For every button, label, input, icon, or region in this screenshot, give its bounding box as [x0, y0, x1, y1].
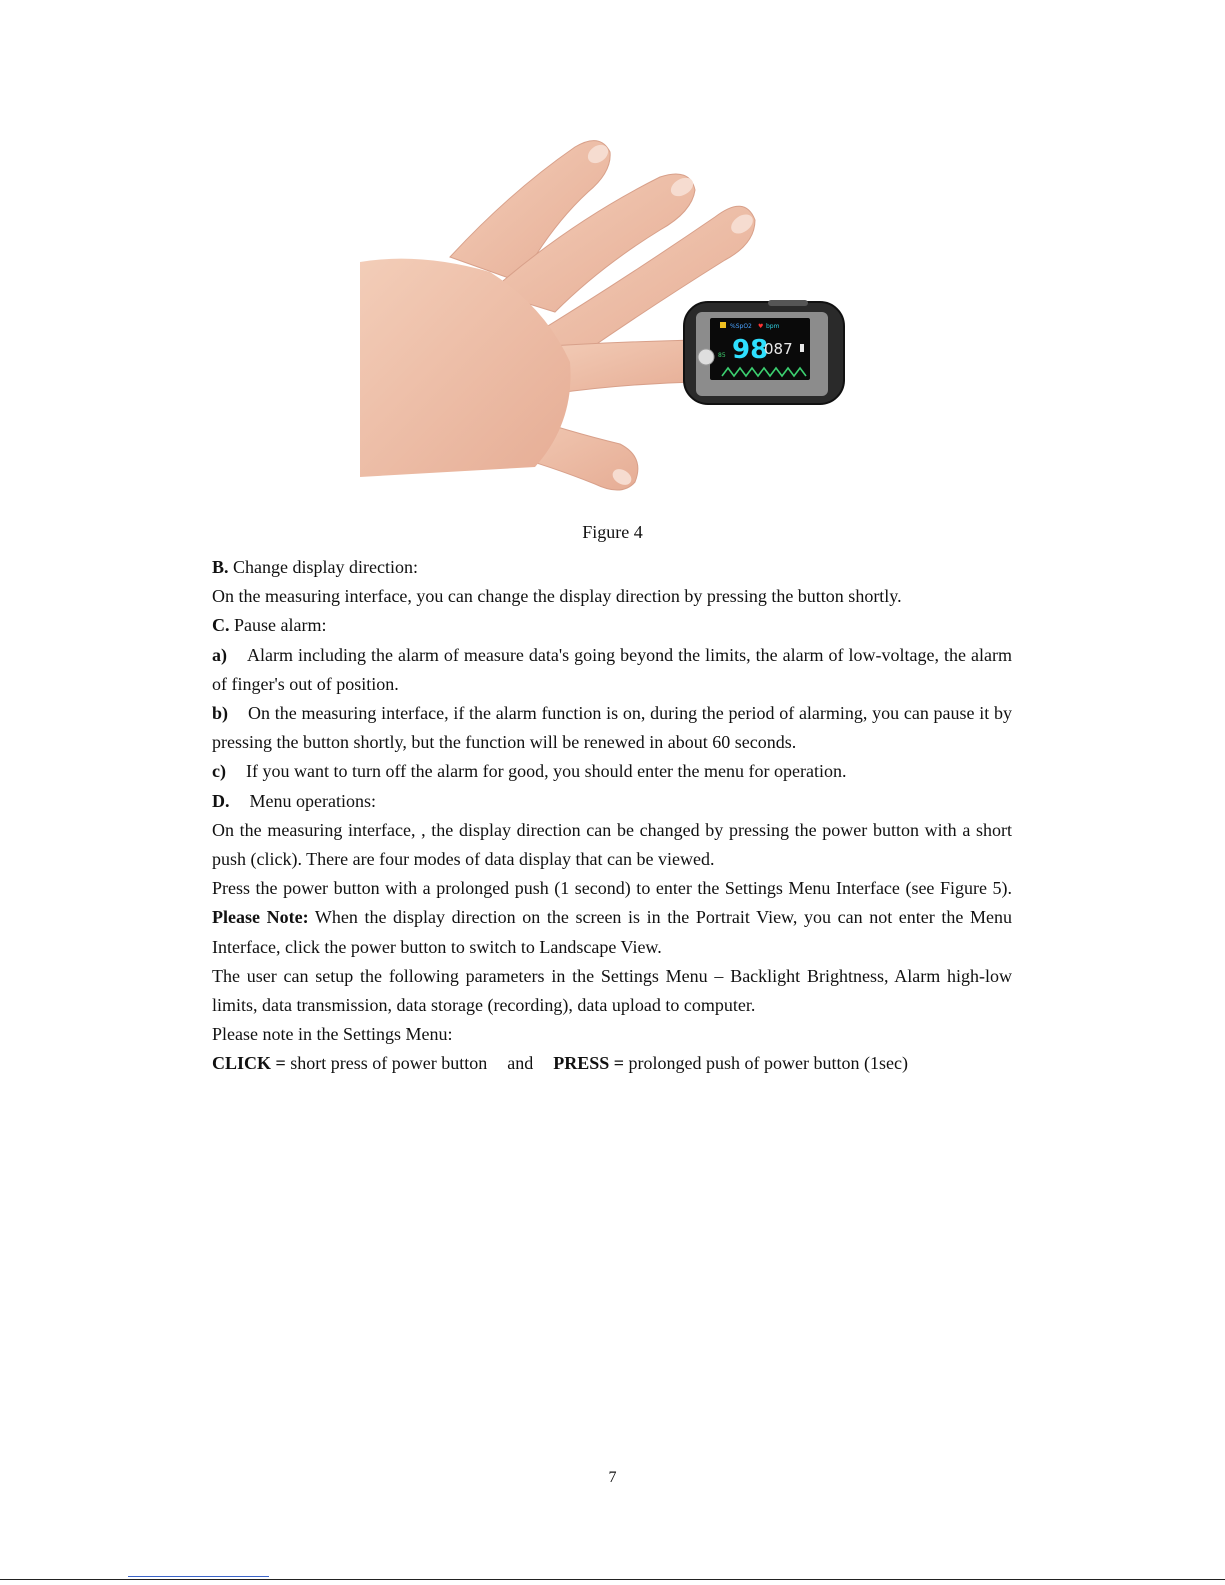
svg-text:♥: ♥: [758, 323, 764, 330]
svg-text:bpm: bpm: [766, 323, 780, 330]
instructions-body: [212, 553, 1012, 1079]
page-number: 7: [608, 1469, 617, 1486]
figure-caption: Figure 4: [582, 522, 643, 542]
section-c-heading: C. Pause alarm:: [212, 615, 327, 636]
figure-4-photo: [360, 132, 850, 502]
hand-with-oximeter-illustration: [360, 132, 850, 502]
section-d-heading: D. Menu operations:: [212, 790, 376, 811]
section-b-paragraph: On the measuring interface, you can change the display direction by pressing the button shortly.: [212, 586, 902, 607]
spo2-display: 98: [732, 335, 769, 365]
svg-text:%SpO2: %SpO2: [730, 323, 752, 330]
svg-text:85: 85: [718, 352, 726, 359]
section-d-paragraph-4: Please note in the Settings Menu:: [212, 1024, 453, 1045]
section-d-paragraph-1: On the measuring interface, , the display direction can be changed by pressing the power button with a short push (click). There are four modes of data display that can be viewed.: [212, 819, 1012, 870]
pulse-display: 087: [764, 340, 793, 358]
oximeter-device: [684, 300, 844, 404]
section-d-paragraph-3: The user can setup the following parameters in the Settings Menu – Backlight Brightness, Alarm high-low limits, data transmission, data storage (recording), data upload to computer.: [212, 965, 1012, 1016]
page-bottom-rule: [0, 1579, 1225, 1580]
click-press-legend: CLICK = short press of power button and PRESS = prolonged push of power button (1sec): [212, 1053, 908, 1074]
section-d-paragraph-2: Press the power button with a prolonged push (1 second) to enter the Settings Menu Interface (see Figure 5). Please Note: When the display direction on the screen is in the Portrait View, you can not enter the Menu Interface, click the power button to switch to Landscape View.: [212, 878, 1012, 957]
please-note-label: Please Note:: [212, 907, 309, 928]
section-c-item-a: a) Alarm including the alarm of measure data's going beyond the limits, the alarm of low-voltage, the alarm of finger's out of position.: [212, 644, 1012, 694]
section-b-heading: B. Change display direction:: [212, 557, 418, 577]
blue-underline-mark: [128, 1576, 269, 1577]
section-c-item-c: c) If you want to turn off the alarm for good, you should enter the menu for operation.: [212, 761, 847, 782]
section-c-item-b: b) On the measuring interface, if the alarm function is on, during the period of alarming, you can pause it by pressing the button shortly, but the function will be renewed in about 60 seconds.: [212, 703, 1012, 753]
